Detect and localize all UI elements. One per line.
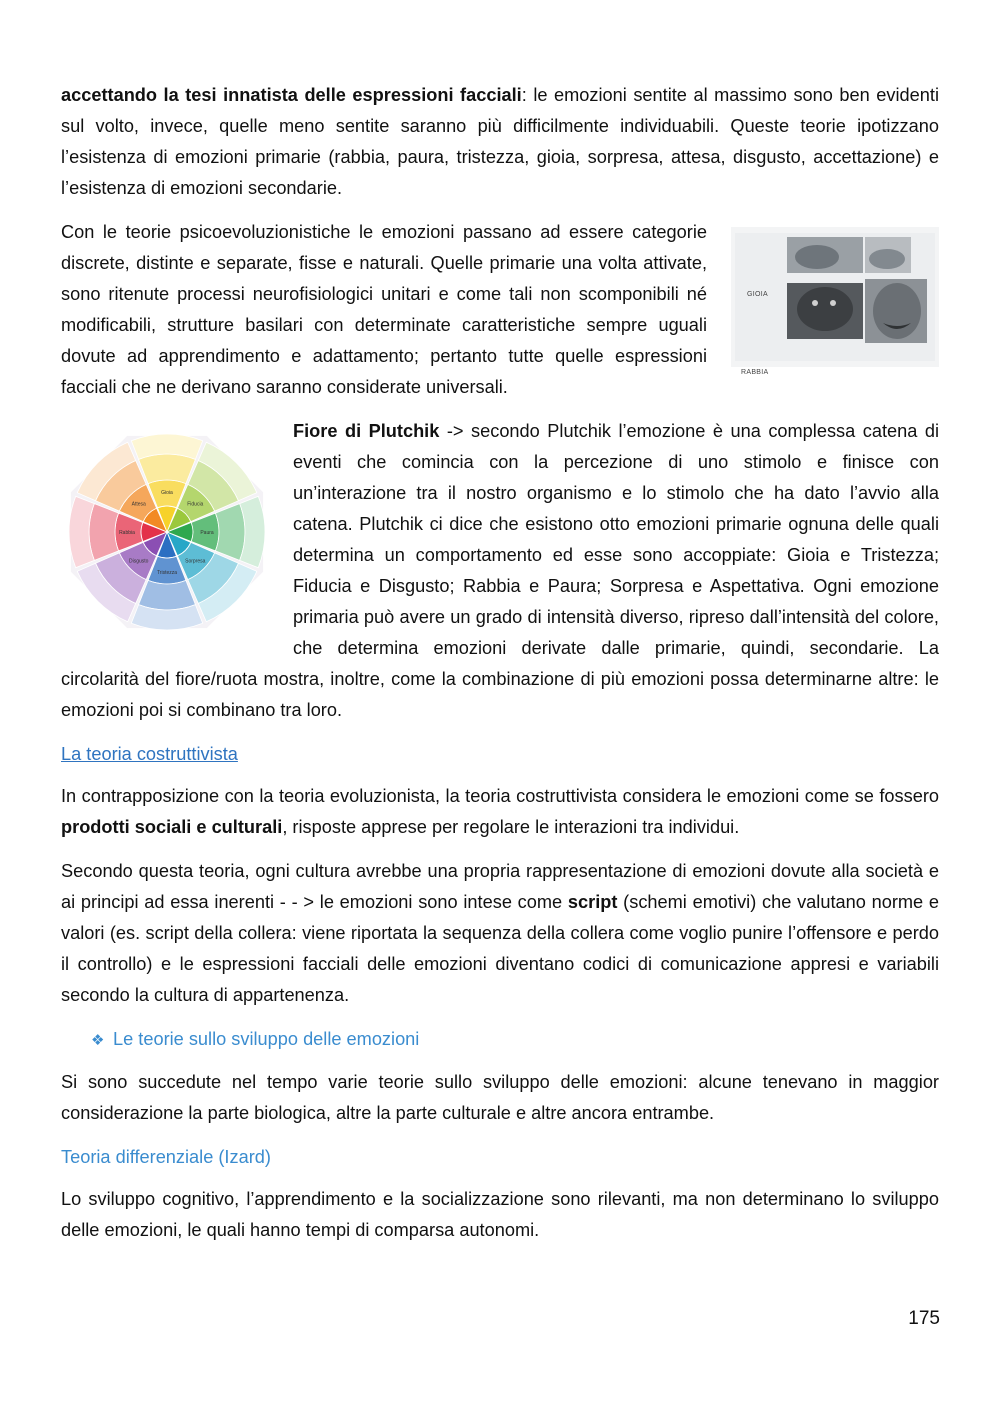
paragraph-izard: Lo sviluppo cognitivo, l’apprendimento e la socializzazione sono rilevanti, ma non determinano lo sviluppo delle emozioni, le quali hanno tempi di comparsa autonomi. <box>61 1189 939 1240</box>
photo-label-anger: RABBIA <box>741 369 769 376</box>
bold-plutchik-title: Fiore di Plutchik <box>293 421 440 441</box>
wheel-label-0: Gioia <box>161 490 173 496</box>
plutchik-wheel-figure <box>61 422 273 642</box>
wheel-petal-4-ring-2 <box>139 580 196 610</box>
paragraph-script: Secondo questa teoria, ogni cultura avrebbe una propria rappresentazione di emozioni dovute alla società e ai principi ad essa inerenti - - > le emozioni sono intese come script (schemi emotivi) che valutano norme e valori (es. script della collera: viene riportata la sequenza della collera come voglio punire l’offensore e perdo il controllo) e le espressioni facciali delle emozioni diventano codici di comunicazione appresi e variabili secondo la cultura di appartenenza. <box>61 861 939 1005</box>
document-page <box>61 80 939 1259</box>
wheel-label-3: Sorpresa <box>185 558 206 565</box>
wheel-petal-0-ring-2 <box>139 454 196 484</box>
wheel-label-6: Rabbia <box>119 530 135 536</box>
paragraph-plutchik: Gioia Fiducia Paura Sorpresa Tristezza Disgusto Rabbia Attesa Fiore di Plutchik -> secondo Plutchik l’emozione è una complessa catena di eventi che comincia con la percezione di uno stimolo e finisce con un’interazione tra il nostro organismo e lo stimolo che ha dato l’avvio alla catena. Plutchik ci dice che esistono otto emozioni primarie ognuna delle quali determina un comportamento ed esse sono accoppiate: Gioia e Tristezza; Fiducia e Disgusto; Rabbia e Paura; Sorpresa e Aspettativa. Ogni emozione primaria può avere un grado di intensità diverso, ripreso dall’intensità del colore, che determina emozioni derivate dalle primarie, quindi, secondarie. La circolarità del fiore/ruota mostra, inoltre, come la combinazione di più emozioni possa determinarne altre: le emozioni poi si combinano tra loro. <box>61 421 939 720</box>
paragraph-psychoevolutionary: GIOIA RABBIA Con le teorie psicoevoluzionistiche le emozioni passano ad essere categorie discrete, distinte e separate, fisse e naturali. Quelle primarie una volta attivate, sono ritenute processi neurofisiologici unitari e come tali non scomponibili né modificabili, strutture basilari con determinate caratteristiche sempre uguali dovute ad apprendimento e adattamento; pertanto tutte quelle espressioni facciali che ne derivano saranno considerate universali. <box>61 217 939 403</box>
wheel-label-2: Paura <box>200 530 214 536</box>
psychoevolutionary-block <box>61 217 939 416</box>
plutchik-wheel <box>61 422 273 642</box>
facial-expressions-photo <box>731 227 939 376</box>
photo-label-joy: GIOIA <box>747 291 768 298</box>
paragraph-development-theories: Si sono succedute nel tempo varie teorie sullo sviluppo delle emozioni: alcune tenevano in maggior considerazione la parte biologica, altre la parte culturale e altre ancora entrambe. <box>61 1072 939 1123</box>
paragraph-innatist-thesis: accettando la tesi innatista delle espressioni facciali: le emozioni sentite al massimo sono ben evidenti sul volto, invece, quelle meno sentite saranno più difficilmente individuabili. Queste teorie ipotizzano l’esistenza di emozioni primarie (rabbia, paura, tristezza, gioia, sorpresa, attesa, disgusto, accettazione) e l’esistenza di emozioni secondarie. <box>61 85 939 198</box>
wheel-label-4: Tristezza <box>156 570 178 576</box>
diamond-bullet-icon: ❖ <box>91 1032 105 1049</box>
heading-emotion-development: ❖ Le teorie sullo sviluppo delle emozioni <box>91 1024 939 1056</box>
bold-innatist-thesis: accettando la tesi innatista delle espressioni facciali <box>61 85 522 105</box>
heading-constructivist-theory[interactable]: La teoria costruttivista <box>61 744 238 764</box>
wheel-petal-6-ring-2 <box>89 504 119 561</box>
bold-script: script <box>567 892 618 912</box>
plutchik-block <box>61 416 939 739</box>
page-number: 175 <box>908 1308 940 1329</box>
paragraph-constructivist: In contrapposizione con la teoria evoluzionista, la teoria costruttivista considera le emozioni come se fossero prodotti sociali e culturali, risposte apprese per regolare le interazioni tra individui. <box>61 786 939 837</box>
bold-social-products: prodotti sociali e culturali <box>61 817 283 837</box>
wheel-label-5: Disgusto <box>128 558 149 565</box>
heading-izard-theory: Teoria differenziale (Izard) <box>61 1147 271 1167</box>
wheel-label-1: Fiducia <box>187 501 204 508</box>
wheel-petal-2-ring-2 <box>215 504 245 561</box>
wheel-label-7: Attesa <box>131 501 146 508</box>
